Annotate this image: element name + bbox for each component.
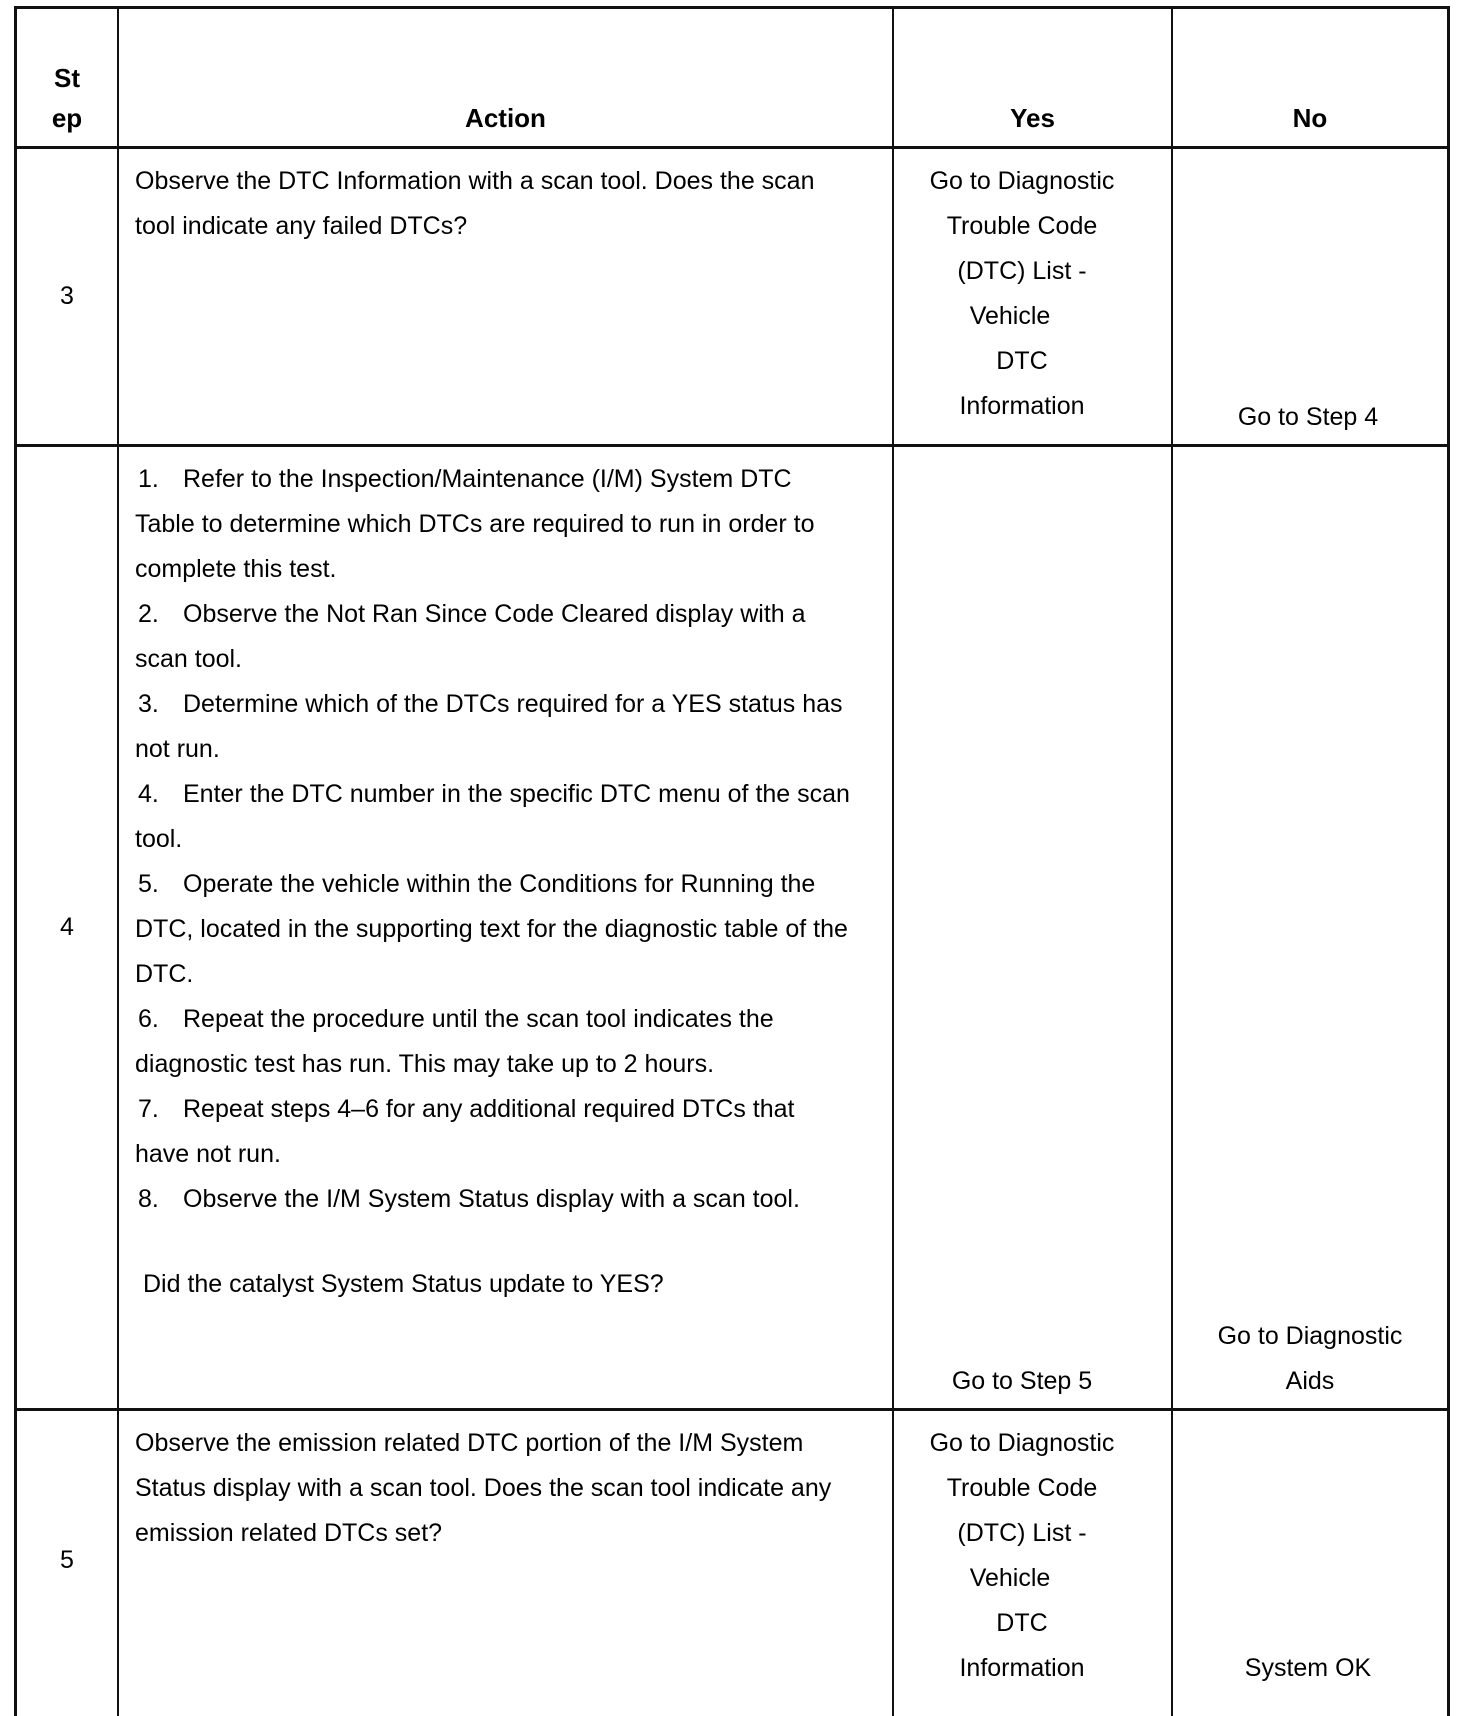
step-number: 5 <box>60 1546 74 1574</box>
action-item-text: Operate the vehicle within the Conditions for Running the DTC, located in the supporting text for the diagnostic table of the DTC. <box>135 870 848 988</box>
action-item-number: 6. <box>138 1005 159 1033</box>
no-result-line: System OK <box>1244 1654 1372 1682</box>
action-item-text: Repeat steps 4–6 for any additional required DTCs that have not run. <box>135 1095 795 1168</box>
header-step-line2: ep <box>51 103 83 133</box>
yes-result-line: Vehicle <box>969 302 1051 330</box>
yes-result-line: Vehicle <box>969 1564 1051 1592</box>
action-list-item <box>135 772 852 862</box>
no-result <box>1173 149 1443 444</box>
action-item-number: 4. <box>138 780 159 808</box>
action-list-item <box>135 682 852 772</box>
action-item-number: 3. <box>138 690 159 718</box>
header-action: Action <box>465 103 546 133</box>
yes-result <box>894 1411 1150 1710</box>
action-list-item <box>135 1087 852 1177</box>
yes-result-line: Trouble Code <box>946 212 1098 240</box>
header-step <box>17 9 117 146</box>
header-yes: Yes <box>1010 103 1055 133</box>
yes-result-line: Trouble Code <box>946 1474 1098 1502</box>
action-item-number: 1. <box>138 465 159 493</box>
yes-result <box>894 149 1150 444</box>
yes-result-line: Go to Diagnostic <box>929 167 1115 195</box>
action-item-text: Repeat the procedure until the scan tool indicates the diagnostic test has run. This may take up to 2 hours. <box>135 1005 774 1078</box>
yes-result-line: Information <box>959 1654 1085 1682</box>
action-item-text: Observe the Not Ran Since Code Cleared display with a scan tool. <box>135 600 806 673</box>
yes-result-line: DTC <box>996 347 1048 375</box>
action-item-text: Enter the DTC number in the specific DTC menu of the scan tool. <box>135 780 850 853</box>
no-result-line: Aids <box>1285 1367 1335 1395</box>
action-item-number: 7. <box>138 1095 159 1123</box>
header-no: No <box>1292 103 1328 133</box>
yes-result <box>894 447 1150 1408</box>
yes-result-line: (DTC) List - <box>957 257 1087 285</box>
yes-result-line: (DTC) List - <box>957 1519 1087 1547</box>
action-item-text: Refer to the Inspection/Maintenance (I/M) System DTC Table to determine which DTCs are required to run in order to complete this test. <box>135 465 815 583</box>
action-list <box>119 447 892 1408</box>
yes-result-line: Information <box>959 392 1085 420</box>
no-result <box>1173 1411 1443 1695</box>
action-item-number: 5. <box>138 870 159 898</box>
action-list-item <box>135 862 852 997</box>
action-text: Observe the DTC Information with a scan tool. Does the scan tool indicate any failed DTCs? <box>135 167 815 240</box>
action-list-item <box>135 592 852 682</box>
action-list-item <box>135 457 852 592</box>
no-result-line: Go to Diagnostic <box>1217 1322 1403 1350</box>
yes-result-line: DTC <box>996 1609 1048 1637</box>
action-item-text: Determine which of the DTCs required for a YES status has not run. <box>135 690 843 763</box>
action-list-item <box>135 997 852 1087</box>
action-text: Observe the emission related DTC portion of the I/M System Status display with a scan tool. Does the scan tool indicate any emission related DTCs set? <box>135 1429 832 1547</box>
yes-result-line: Go to Step 5 <box>951 1367 1093 1395</box>
action-item-number: 2. <box>138 600 159 628</box>
action-question: Did the catalyst System Status update to YES? <box>143 1270 664 1298</box>
no-result-line: Go to Step 4 <box>1237 403 1379 431</box>
action-list-item <box>135 1177 852 1222</box>
action-item-text: Observe the I/M System Status display with a scan tool. <box>183 1185 800 1213</box>
action-item-number: 8. <box>138 1185 159 1213</box>
header-step-line1: St <box>54 63 80 93</box>
step-number: 3 <box>60 282 74 310</box>
yes-result-line: Go to Diagnostic <box>929 1429 1115 1457</box>
step-number: 4 <box>60 913 74 941</box>
no-result <box>1173 447 1447 1408</box>
